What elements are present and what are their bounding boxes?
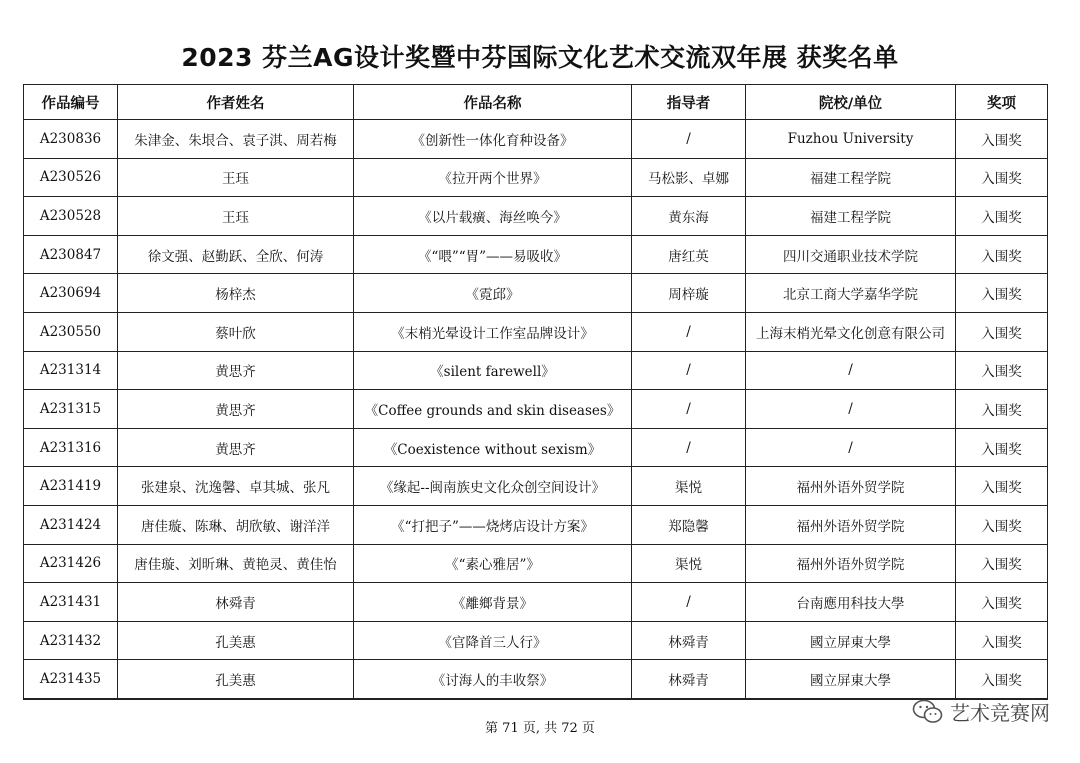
cell-advisor: 马松影、卓娜 bbox=[632, 158, 746, 197]
cell-author: 唐佳璇、刘昕琳、黄艳灵、黄佳怡 bbox=[118, 544, 354, 583]
cell-award: 入围奖 bbox=[956, 621, 1048, 660]
cell-advisor: / bbox=[632, 390, 746, 429]
table-row bbox=[24, 660, 1048, 699]
cell-id: A230836 bbox=[24, 120, 118, 159]
cell-author: 林舜青 bbox=[118, 583, 354, 622]
cell-id: A230550 bbox=[24, 312, 118, 351]
header-author: 作者姓名 bbox=[118, 85, 354, 120]
cell-award: 入围奖 bbox=[956, 235, 1048, 274]
cell-advisor: / bbox=[632, 351, 746, 390]
cell-id: A231426 bbox=[24, 544, 118, 583]
cell-award: 入围奖 bbox=[956, 120, 1048, 159]
cell-institution: / bbox=[746, 390, 956, 429]
cell-id: A230526 bbox=[24, 158, 118, 197]
table-row bbox=[24, 235, 1048, 274]
watermark bbox=[912, 697, 1050, 726]
cell-author: 唐佳璇、陈琳、胡欣敏、谢洋洋 bbox=[118, 505, 354, 544]
cell-advisor: / bbox=[632, 312, 746, 351]
table-row bbox=[24, 428, 1048, 467]
cell-advisor: / bbox=[632, 120, 746, 159]
cell-advisor: / bbox=[632, 583, 746, 622]
cell-award: 入围奖 bbox=[956, 312, 1048, 351]
cell-institution: 福建工程学院 bbox=[746, 197, 956, 236]
cell-author: 黄思齐 bbox=[118, 390, 354, 429]
cell-institution: 國立屏東大學 bbox=[746, 660, 956, 699]
cell-id: A231315 bbox=[24, 390, 118, 429]
cell-work: 《離鄉背景》 bbox=[354, 583, 632, 622]
cell-award: 入围奖 bbox=[956, 660, 1048, 699]
cell-author: 黄思齐 bbox=[118, 351, 354, 390]
cell-id: A230847 bbox=[24, 235, 118, 274]
cell-advisor: 周梓璇 bbox=[632, 274, 746, 313]
awards-table bbox=[23, 84, 1048, 700]
cell-id: A231432 bbox=[24, 621, 118, 660]
cell-id: A231314 bbox=[24, 351, 118, 390]
header-work: 作品名称 bbox=[354, 85, 632, 120]
cell-work: 《以片载癀、海丝唤今》 bbox=[354, 197, 632, 236]
cell-work: 《创新性一体化育种设备》 bbox=[354, 120, 632, 159]
cell-institution: 台南應用科技大學 bbox=[746, 583, 956, 622]
header-institution: 院校/单位 bbox=[746, 85, 956, 120]
table-row bbox=[24, 312, 1048, 351]
cell-institution: 福州外语外贸学院 bbox=[746, 505, 956, 544]
cell-institution: 北京工商大学嘉华学院 bbox=[746, 274, 956, 313]
header-advisor: 指导者 bbox=[632, 85, 746, 120]
cell-id: A230528 bbox=[24, 197, 118, 236]
cell-id: A231435 bbox=[24, 660, 118, 699]
table-row bbox=[24, 197, 1048, 236]
cell-institution: / bbox=[746, 351, 956, 390]
cell-institution: 福建工程学院 bbox=[746, 158, 956, 197]
cell-institution: 國立屏東大學 bbox=[746, 621, 956, 660]
cell-institution: 四川交通职业技术学院 bbox=[746, 235, 956, 274]
cell-author: 杨梓杰 bbox=[118, 274, 354, 313]
cell-advisor: 唐红英 bbox=[632, 235, 746, 274]
cell-id: A231424 bbox=[24, 505, 118, 544]
cell-work: 《讨海人的丰收祭》 bbox=[354, 660, 632, 699]
table-row bbox=[24, 544, 1048, 583]
cell-advisor: 林舜青 bbox=[632, 621, 746, 660]
table-row bbox=[24, 390, 1048, 429]
cell-award: 入围奖 bbox=[956, 351, 1048, 390]
cell-award: 入围奖 bbox=[956, 158, 1048, 197]
cell-award: 入围奖 bbox=[956, 583, 1048, 622]
cell-award: 入围奖 bbox=[956, 505, 1048, 544]
cell-work: 《拉开两个世界》 bbox=[354, 158, 632, 197]
cell-author: 蔡叶欣 bbox=[118, 312, 354, 351]
cell-id: A231316 bbox=[24, 428, 118, 467]
cell-advisor: / bbox=[632, 428, 746, 467]
cell-author: 徐文强、赵勤跃、全欣、何涛 bbox=[118, 235, 354, 274]
cell-author: 朱津金、朱垠合、袁子淇、周若梅 bbox=[118, 120, 354, 159]
cell-advisor: 黄东海 bbox=[632, 197, 746, 236]
page-title: 2023 芬兰AG设计奖暨中芬国际文化艺术交流双年展 获奖名单 bbox=[181, 43, 899, 72]
table-row bbox=[24, 351, 1048, 390]
cell-author: 孔美惠 bbox=[118, 621, 354, 660]
cell-author: 王珏 bbox=[118, 197, 354, 236]
cell-work: 《霓邱》 bbox=[354, 274, 632, 313]
cell-id: A231419 bbox=[24, 467, 118, 506]
cell-award: 入围奖 bbox=[956, 428, 1048, 467]
cell-institution: 福州外语外贸学院 bbox=[746, 467, 956, 506]
cell-award: 入围奖 bbox=[956, 274, 1048, 313]
table-row bbox=[24, 120, 1048, 159]
cell-work: 《“素心雅居”》 bbox=[354, 544, 632, 583]
cell-advisor: 渠悦 bbox=[632, 467, 746, 506]
cell-award: 入围奖 bbox=[956, 544, 1048, 583]
header-id: 作品编号 bbox=[24, 85, 118, 120]
table-row bbox=[24, 621, 1048, 660]
cell-institution: 上海末梢光晕文化创意有限公司 bbox=[746, 312, 956, 351]
cell-institution: Fuzhou University bbox=[746, 120, 956, 159]
cell-work: 《末梢光晕设计工作室品牌设计》 bbox=[354, 312, 632, 351]
cell-id: A231431 bbox=[24, 583, 118, 622]
cell-institution: 福州外语外贸学院 bbox=[746, 544, 956, 583]
cell-work: 《缘起--闽南族史文化众创空间设计》 bbox=[354, 467, 632, 506]
cell-id: A230694 bbox=[24, 274, 118, 313]
cell-work: 《“打把子”——烧烤店设计方案》 bbox=[354, 505, 632, 544]
cell-institution: / bbox=[746, 428, 956, 467]
header-award: 奖项 bbox=[956, 85, 1048, 120]
table-row bbox=[24, 158, 1048, 197]
watermark-text: 艺术竞赛网 bbox=[950, 701, 1050, 725]
table-row bbox=[24, 467, 1048, 506]
cell-author: 黄思齐 bbox=[118, 428, 354, 467]
cell-award: 入围奖 bbox=[956, 197, 1048, 236]
cell-author: 张建泉、沈逸馨、卓其城、张凡 bbox=[118, 467, 354, 506]
cell-award: 入围奖 bbox=[956, 390, 1048, 429]
wechat-icon bbox=[912, 698, 944, 726]
table-row bbox=[24, 583, 1048, 622]
page-number: 第 71 页, 共 72 页 bbox=[485, 721, 595, 736]
cell-advisor: 渠悦 bbox=[632, 544, 746, 583]
cell-author: 王珏 bbox=[118, 158, 354, 197]
cell-work: 《“喂”“胃”——易吸收》 bbox=[354, 235, 632, 274]
table-header-row bbox=[24, 85, 1048, 120]
cell-advisor: 郑隐馨 bbox=[632, 505, 746, 544]
cell-work: 《官降首三人行》 bbox=[354, 621, 632, 660]
cell-work: 《Coffee grounds and skin diseases》 bbox=[354, 390, 632, 429]
cell-advisor: 林舜青 bbox=[632, 660, 746, 699]
cell-award: 入围奖 bbox=[956, 467, 1048, 506]
table-row bbox=[24, 505, 1048, 544]
cell-work: 《Coexistence without sexism》 bbox=[354, 428, 632, 467]
table-row bbox=[24, 274, 1048, 313]
cell-work: 《silent farewell》 bbox=[354, 351, 632, 390]
cell-author: 孔美惠 bbox=[118, 660, 354, 699]
